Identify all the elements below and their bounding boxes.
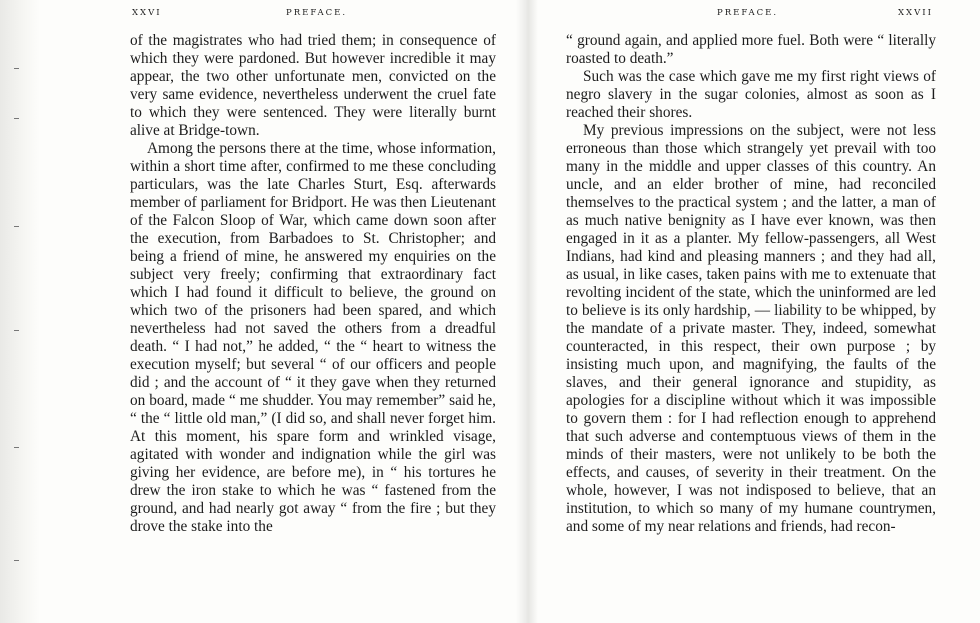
left-page-body — [130, 32, 496, 536]
left-paragraph: of the magistrates who had tried them; in consequence of which they were pardoned. But however incredible it may appear, the two other unfortunate men, convicted on the very same evidence, nevertheless underwent the cruel fate to which they were sentenced. They were literally burnt alive at Bridge-town. — [130, 32, 496, 139]
right-page-body — [566, 32, 936, 536]
gutter-mark — [14, 118, 19, 119]
right-page-number: XXVII — [898, 8, 933, 18]
right-paragraph: Such was the case which gave me my first right views of negro slavery in the sugar colonies, almost as soon as I reached their shores. — [566, 68, 936, 121]
left-page-number: XXVI — [132, 8, 162, 18]
gutter-mark — [14, 560, 19, 561]
page-gutter-shadow — [0, 0, 40, 623]
left-running-head: PREFACE. — [286, 8, 348, 18]
right-running-head: PREFACE. — [717, 8, 779, 18]
gutter-mark — [14, 330, 19, 331]
book-fold — [516, 0, 538, 623]
gutter-mark — [14, 226, 19, 227]
right-paragraph: “ ground again, and applied more fuel. Both were “ literally roasted to death.” — [566, 32, 936, 67]
gutter-mark — [14, 68, 19, 69]
right-paragraph: My previous impressions on the subject, were not less erroneous than those which strangely yet prevail with too many in the middle and upper classes of this country. An uncle, and an elder brother of mine, had reconciled themselves to the practical system ; and the latter, a man of as much native benignity as I have ever known, was then engaged in it as a planter. My fellow-passengers, all West Indians, had kind and pleasing manners ; and they had all, as usual, in like cases, taken pains with me to extenuate that revolting incident of the state, which the uninformed are led to believe is its only hardship, — liability to be whipped, by the mandate of a private master. They, indeed, somewhat counteracted, in this respect, their own purpose ; by insisting much upon, and magnifying, the faults of the slaves, and their general ignorance and stupidity, as apologies for a discipline without which it was impossible to govern them : for I had reflection enough to apprehend that such adverse and contemptuous views of them in the minds of their masters, were not unlikely to be both the effects, and causes, of severity in their treatment. On the whole, however, I was not indisposed to believe, that an institution, to which so many of my humane countrymen, and some of my near relations and friends, had recon- — [566, 122, 936, 535]
left-paragraph: Among the persons there at the time, whose information, within a short time after, confirmed to me these concluding particulars, was the late Charles Sturt, Esq. afterwards member of parliament for Bridport. He was then Lieutenant of the Falcon Sloop of War, which came down soon after the execution, from Barbadoes to St. Christopher; and being a friend of mine, he answered my enquiries on the subject very freely; confirming that extraordinary fact which I had found it difficult to believe, the ground on which two of the prisoners had been spared, and which nevertheless had not saved the others from a dreadful death. “ I had not,” he added, “ the “ heart to witness the execution myself; but several “ of our officers and people did ; and the account of “ it they gave when they returned on board, made “ me shudder. You may remember” said he, “ the “ little old man,” (I did so, and shall never forget him. At this moment, his spare form and wrinkled visage, agitated with wonder and indignation while the girl was giving her evidence, are before me), in “ his tortures he drew the iron stake to which he was “ fastened from the ground, and had nearly got away “ from the fire ; but they drove the stake into the — [130, 140, 496, 535]
gutter-mark — [14, 447, 19, 448]
